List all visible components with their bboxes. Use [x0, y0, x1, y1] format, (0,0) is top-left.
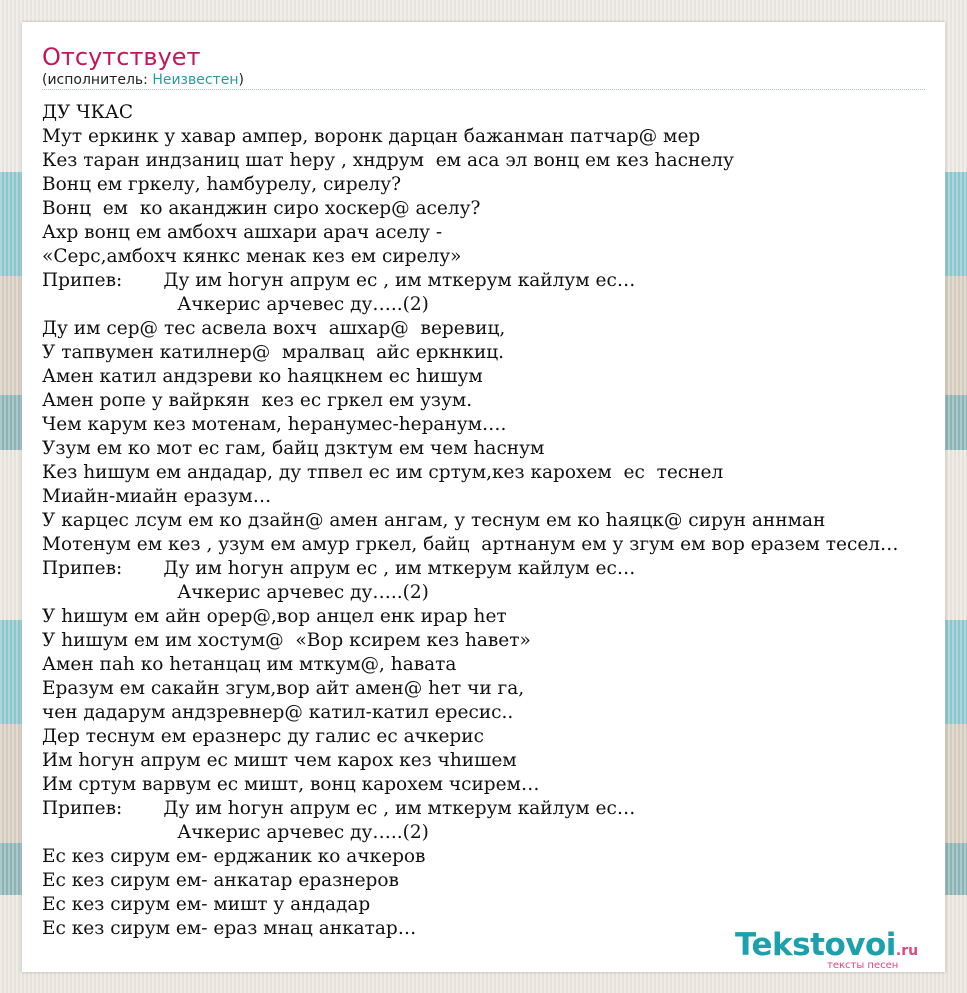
- lyrics-text: [42, 101, 945, 941]
- lyric-line: Ес кез сирум ем- ерджаник ко ачкеров: [42, 846, 426, 867]
- lyric-line: «Серс,амбохч кянкс менак кез ем сирелу»: [42, 246, 462, 267]
- lyric-line: Ес кез сирум ем- мишт у андадар: [42, 894, 371, 915]
- lyric-line: Ачкерис арчевес ду…..(2): [42, 582, 429, 603]
- lyric-line: Им сртум варвум ес мишт, вонц карохем чсирем…: [42, 774, 540, 795]
- lyric-line: Ес кез сирум ем- анкатар еразнеров: [42, 870, 399, 891]
- lyric-line: Амен катил андзреви ко hаяцкнем ес hишум: [42, 366, 483, 387]
- lyrics-card: [22, 22, 945, 972]
- lyric-line: Вонц ем гркелу, hамбурелу, сирелу?: [42, 174, 402, 195]
- lyric-line: Миайн-миайн еразум…: [42, 486, 272, 507]
- lyric-line: Им hогун апрум ес мишт чем карох кез чhишем: [42, 750, 517, 771]
- lyric-line: У hишум ем им хостум@ «Вор ксирем кез hавет»: [42, 630, 531, 651]
- lyric-line: Ачкерис арчевес ду…..(2): [42, 294, 429, 315]
- lyric-line: У hишум ем айн орер@,вор анцел енк ирар hет: [42, 606, 507, 627]
- logo-wordmark: Tekstovoi: [735, 927, 896, 963]
- lyric-line: У тапвумен катилнер@ мралвац айс еркнкиц.: [42, 342, 505, 363]
- title-divider: [42, 89, 925, 90]
- lyric-line: Кез таран индзаниц шат hеру , хндрум ем аса эл вонц ем кез hаснелу: [42, 150, 734, 171]
- lyric-line: Ачкерис арчевес ду…..(2): [42, 822, 429, 843]
- lyric-line: Кез hишум ем андадар, ду тпвел ес им сртум,кез карохем ес теснел: [42, 462, 724, 483]
- song-title: Отсутствует: [42, 43, 201, 71]
- lyric-line: У карцес лсум ем ко дзайн@ амен ангам, у теснум ем ко hаяцк@ сирун аннман: [42, 510, 826, 531]
- lyric-line: Припев: Ду им hогун апрум ес , им мткерум кайлум ес…: [42, 270, 636, 291]
- lyric-line: Чем карум кез мотенам, hеранумес-hеранум….: [42, 414, 507, 435]
- lyric-line: Ес кез сирум ем- ераз мнац анкатар…: [42, 918, 417, 939]
- artist-link[interactable]: Неизвестен: [152, 72, 239, 88]
- lyric-line: Еразум ем сакайн згум,вор айт амен@ hет чи га,: [42, 678, 525, 699]
- lyric-line: Ахр вонц ем амбохч ашхари арач аселу -: [42, 222, 443, 243]
- lyric-line: Амен ропе у вайркян кез ес гркел ем узум.: [42, 390, 473, 411]
- lyric-line: Мотенум ем кез , узум ем амур гркел, байц артнанум ем у згум ем вор еразем тесел…: [42, 534, 899, 555]
- lyric-line: Узум ем ко мот ес гам, байц дзктум ем чем hаснум: [42, 438, 545, 459]
- lyric-line: ДУ ЧКАС: [42, 102, 134, 123]
- lyric-line: Мут еркинк у хавар ампер, воронк дарцан бажанман патчар@ мер: [42, 126, 701, 147]
- lyric-line: чен дадарум андзревнер@ катил-катил ересис..: [42, 702, 514, 723]
- logo-tld: .ru: [895, 943, 919, 959]
- lyric-line: Амен паh ко hетанцац им мткум@, hавата: [42, 654, 457, 675]
- artist-line: [42, 71, 244, 89]
- lyric-line: Дер теснум ем еразнерс ду галис ес ачкерис: [42, 726, 484, 747]
- site-logo[interactable]: [735, 927, 919, 971]
- lyric-line: Припев: Ду им hогун апрум ес , им мткерум кайлум ес…: [42, 798, 636, 819]
- artist-suffix: ): [238, 72, 244, 88]
- lyric-line: Вонц ем ко аканджин сиро хоскер@ аселу?: [42, 198, 481, 219]
- lyric-line: Ду им сер@ тес асвела вохч ашхар@ веревиц,: [42, 318, 506, 339]
- logo-tagline: тексты песен: [827, 960, 899, 971]
- artist-prefix: (исполнитель:: [42, 72, 153, 88]
- lyric-line: Припев: Ду им hогун апрум ес , им мткерум кайлум ес…: [42, 558, 636, 579]
